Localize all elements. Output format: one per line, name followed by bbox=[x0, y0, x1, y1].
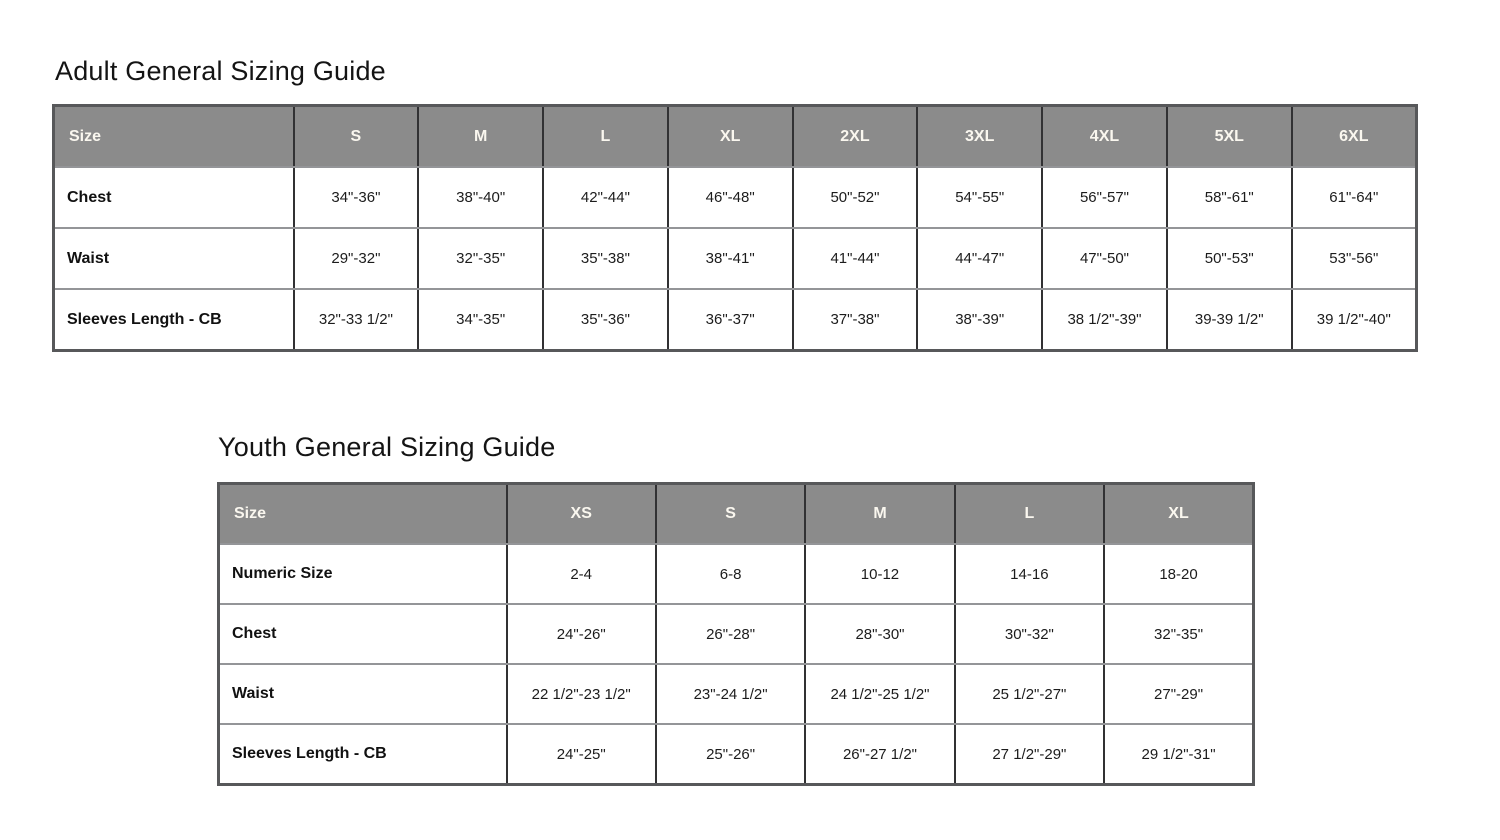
size-column-header: L bbox=[955, 484, 1104, 545]
size-column-header: 6XL bbox=[1292, 106, 1417, 168]
row-label: Waist bbox=[54, 228, 294, 289]
row-label-header: Size bbox=[219, 484, 507, 545]
measurement-cell: 24"-25" bbox=[507, 724, 656, 785]
row-label: Chest bbox=[54, 167, 294, 228]
table-row bbox=[54, 289, 1417, 351]
header-row bbox=[54, 106, 1417, 168]
measurement-cell: 14-16 bbox=[955, 544, 1104, 604]
size-column-header: M bbox=[418, 106, 543, 168]
row-label: Sleeves Length - CB bbox=[54, 289, 294, 351]
measurement-cell: 58"-61" bbox=[1167, 167, 1292, 228]
measurement-cell: 38"-39" bbox=[917, 289, 1042, 351]
measurement-cell: 53"-56" bbox=[1292, 228, 1417, 289]
measurement-cell: 38 1/2"-39" bbox=[1042, 289, 1167, 351]
size-column-header: XL bbox=[668, 106, 793, 168]
measurement-cell: 34"-35" bbox=[418, 289, 543, 351]
table-row bbox=[54, 167, 1417, 228]
youth-sizing-table bbox=[217, 482, 1255, 786]
row-label: Chest bbox=[219, 604, 507, 664]
measurement-cell: 29"-32" bbox=[294, 228, 419, 289]
measurement-cell: 39 1/2"-40" bbox=[1292, 289, 1417, 351]
measurement-cell: 24"-26" bbox=[507, 604, 656, 664]
row-label: Waist bbox=[219, 664, 507, 724]
table-row bbox=[219, 724, 1254, 785]
measurement-cell: 50"-53" bbox=[1167, 228, 1292, 289]
table-row bbox=[219, 664, 1254, 724]
measurement-cell: 24 1/2"-25 1/2" bbox=[805, 664, 954, 724]
size-column-header: L bbox=[543, 106, 668, 168]
size-column-header: S bbox=[656, 484, 805, 545]
measurement-cell: 28"-30" bbox=[805, 604, 954, 664]
measurement-cell: 42"-44" bbox=[543, 167, 668, 228]
size-column-header: 3XL bbox=[917, 106, 1042, 168]
measurement-cell: 25 1/2"-27" bbox=[955, 664, 1104, 724]
youth-guide-title: Youth General Sizing Guide bbox=[218, 432, 556, 462]
measurement-cell: 32"-35" bbox=[418, 228, 543, 289]
measurement-cell: 41"-44" bbox=[793, 228, 918, 289]
measurement-cell: 34"-36" bbox=[294, 167, 419, 228]
measurement-cell: 47"-50" bbox=[1042, 228, 1167, 289]
measurement-cell: 61"-64" bbox=[1292, 167, 1417, 228]
measurement-cell: 35"-36" bbox=[543, 289, 668, 351]
size-column-header: 2XL bbox=[793, 106, 918, 168]
measurement-cell: 44"-47" bbox=[917, 228, 1042, 289]
size-column-header: M bbox=[805, 484, 954, 545]
measurement-cell: 54"-55" bbox=[917, 167, 1042, 228]
table-row bbox=[54, 228, 1417, 289]
table-row bbox=[219, 544, 1254, 604]
table-row bbox=[219, 604, 1254, 664]
measurement-cell: 29 1/2"-31" bbox=[1104, 724, 1253, 785]
measurement-cell: 22 1/2"-23 1/2" bbox=[507, 664, 656, 724]
measurement-cell: 10-12 bbox=[805, 544, 954, 604]
row-label: Sleeves Length - CB bbox=[219, 724, 507, 785]
measurement-cell: 27 1/2"-29" bbox=[955, 724, 1104, 785]
measurement-cell: 18-20 bbox=[1104, 544, 1253, 604]
measurement-cell: 46"-48" bbox=[668, 167, 793, 228]
size-column-header: 5XL bbox=[1167, 106, 1292, 168]
measurement-cell: 36"-37" bbox=[668, 289, 793, 351]
measurement-cell: 23"-24 1/2" bbox=[656, 664, 805, 724]
measurement-cell: 2-4 bbox=[507, 544, 656, 604]
measurement-cell: 50"-52" bbox=[793, 167, 918, 228]
measurement-cell: 25"-26" bbox=[656, 724, 805, 785]
measurement-cell: 39-39 1/2" bbox=[1167, 289, 1292, 351]
measurement-cell: 26"-27 1/2" bbox=[805, 724, 954, 785]
measurement-cell: 27"-29" bbox=[1104, 664, 1253, 724]
measurement-cell: 32"-35" bbox=[1104, 604, 1253, 664]
measurement-cell: 38"-41" bbox=[668, 228, 793, 289]
measurement-cell: 26"-28" bbox=[656, 604, 805, 664]
adult-sizing-table bbox=[52, 104, 1418, 352]
size-column-header: S bbox=[294, 106, 419, 168]
size-column-header: XL bbox=[1104, 484, 1253, 545]
measurement-cell: 35"-38" bbox=[543, 228, 668, 289]
row-label-header: Size bbox=[54, 106, 294, 168]
header-row bbox=[219, 484, 1254, 545]
size-column-header: 4XL bbox=[1042, 106, 1167, 168]
adult-guide-title: Adult General Sizing Guide bbox=[55, 56, 386, 86]
measurement-cell: 6-8 bbox=[656, 544, 805, 604]
measurement-cell: 38"-40" bbox=[418, 167, 543, 228]
measurement-cell: 37"-38" bbox=[793, 289, 918, 351]
row-label: Numeric Size bbox=[219, 544, 507, 604]
measurement-cell: 32"-33 1/2" bbox=[294, 289, 419, 351]
measurement-cell: 30"-32" bbox=[955, 604, 1104, 664]
size-column-header: XS bbox=[507, 484, 656, 545]
measurement-cell: 56"-57" bbox=[1042, 167, 1167, 228]
